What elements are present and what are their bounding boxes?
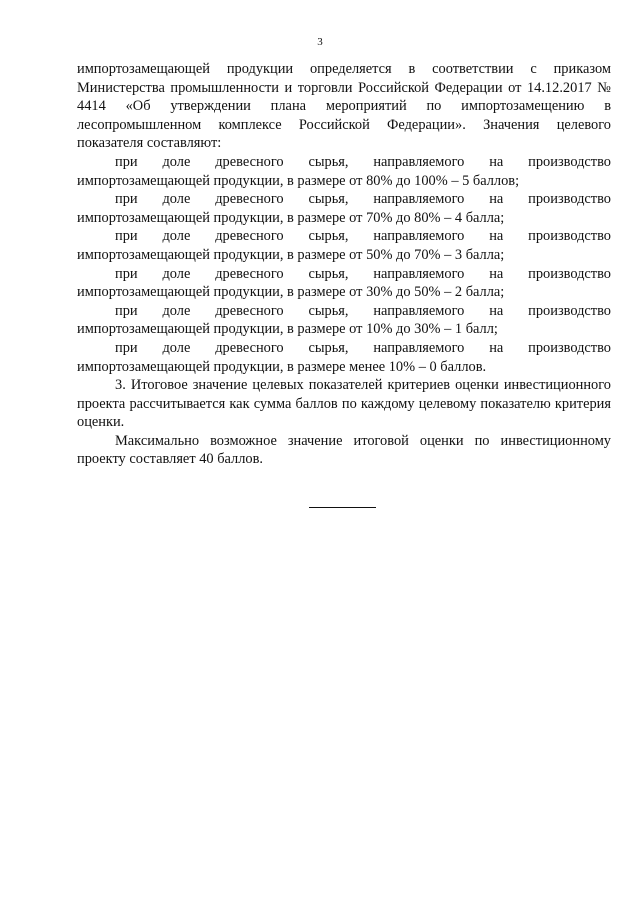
paragraph-score-5: при доле древесного сырья, направляемого на производство импортозамещающей продукции, в размере от 80% до 100% – 5 баллов; xyxy=(77,153,611,189)
paragraph-score-4: при доле древесного сырья, направляемого на производство импортозамещающей продукции, в размере от 70% до 80% – 4 балла; xyxy=(77,191,611,226)
paragraph-score-3: при доле древесного сырья, направляемого на производство импортозамещающей продукции, в размере от 50% до 70% – 3 балла; xyxy=(77,228,611,263)
paragraph-score-0: при доле древесного сырья, направляемого на производство импортозамещающей продукции, в размере менее 10% – 0 баллов. xyxy=(77,339,611,375)
paragraph-score-2: при доле древесного сырья, направляемого на производство импортозамещающей продукции, в размере от 30% до 50% – 2 балла; xyxy=(77,265,611,301)
paragraph-item-3-total-score: 3. Итоговое значение целевых показателей критериев оценки инвестиционного проекта рассчитывается как сумма баллов по каждому целевому показателю критерия оценки. xyxy=(77,377,611,431)
paragraph-import-substitution-intro: импортозамещающей продукции определяется в соответствии с приказом Министерства промышленности и торговли Российской Федерации от 14.12.2017 № 4414 «Об утверждении плана мероприятий по импортозамещению в лесопромышленном комплексе Российской Федерации». Значения целевого показателя составляют: xyxy=(77,61,611,152)
paragraph-max-score: Максимально возможное значение итоговой оценки по инвестиционному проекту составляет 40 баллов. xyxy=(77,432,611,468)
page-number: 3 xyxy=(317,36,323,48)
document-body xyxy=(77,60,611,469)
paragraph-score-1: при доле древесного сырья, направляемого на производство импортозамещающей продукции, в размере от 10% до 30% – 1 балл; xyxy=(77,302,611,338)
end-separator-line xyxy=(309,507,376,508)
